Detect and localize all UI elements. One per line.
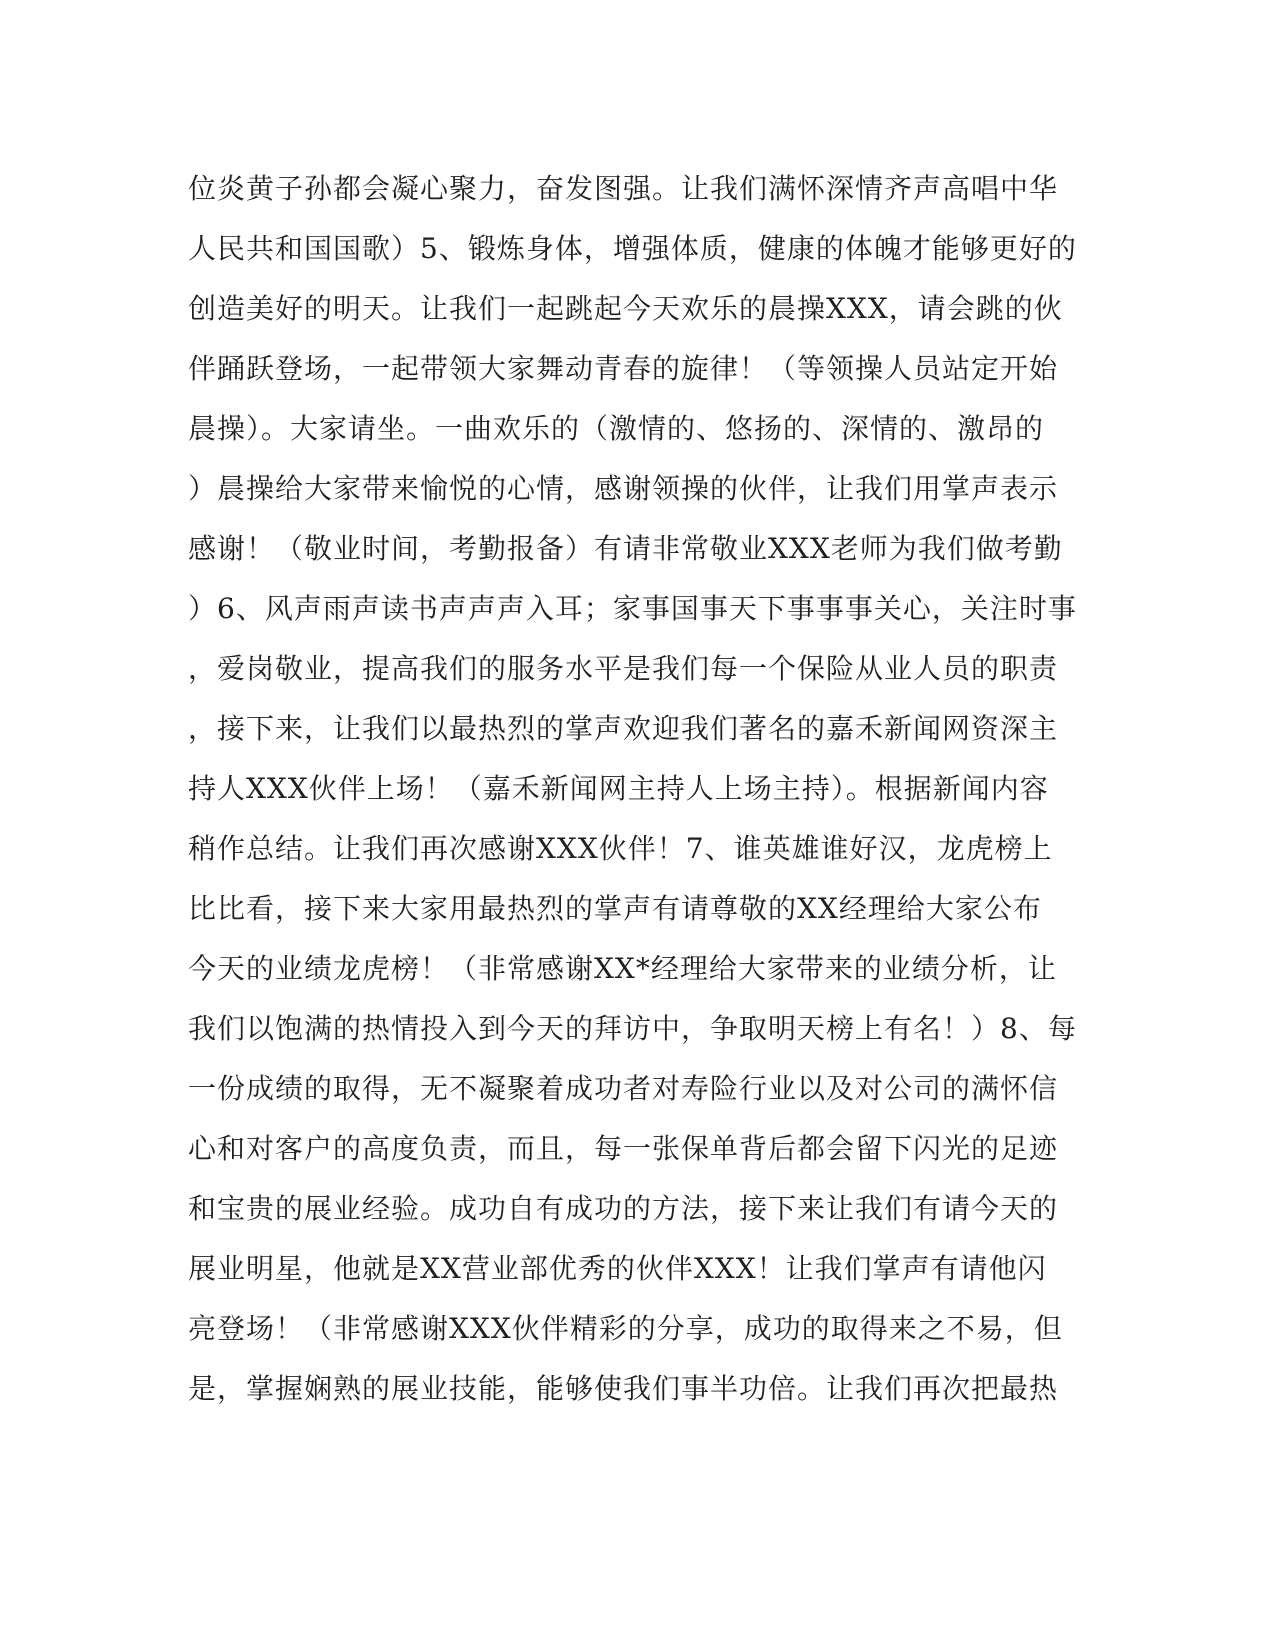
text-line: 一份成绩的取得，无不凝聚着成功者对寿险行业以及对公司的满怀信	[188, 1072, 1059, 1105]
text-line: ）6、风声雨声读书声声声入耳；家事国事天下事事事关心，关注时事	[188, 592, 1077, 625]
text-line: 和宝贵的展业经验。成功自有成功的方法，接下来让我们有请今天的	[188, 1192, 1059, 1225]
text-line: 心和对客户的高度负责，而且，每一张保单背后都会留下闪光的足迹	[188, 1132, 1059, 1165]
text-line: 今天的业绩龙虎榜！（非常感谢XX*经理给大家带来的业绩分析，让	[188, 952, 1057, 985]
text-line: 晨操）。大家请坐。一曲欢乐的（激情的、悠扬的、深情的、激昂的	[188, 412, 1045, 445]
text-line: 我们以饱满的热情投入到今天的拜访中，争取明天榜上有名！）8、每	[188, 1012, 1077, 1045]
text-line: 展业明星，他就是XX营业部优秀的伙伴XXX！让我们掌声有请他闪	[188, 1252, 1047, 1285]
text-line: 感谢！（敬业时间，考勤报备）有请非常敬业XXX老师为我们做考勤	[188, 532, 1063, 565]
text-line: ）晨操给大家带来愉悦的心情，感谢领操的伙伴，让我们用掌声表示	[188, 472, 1059, 505]
text-line: ，爱岗敬业，提高我们的服务水平是我们每一个保险从业人员的职责	[188, 652, 1059, 685]
text-line: 亮登场！（非常感谢XXX伙伴精彩的分享，成功的取得来之不易，但	[188, 1312, 1063, 1345]
text-line: 持人XXX伙伴上场！（嘉禾新闻网主持人上场主持）。根据新闻内容	[188, 772, 1049, 805]
text-line: 稍作总结。让我们再次感谢XXX伙伴！7、谁英雄谁好汉，龙虎榜上	[188, 832, 1053, 865]
text-line: 伴踊跃登场，一起带领大家舞动青春的旋律！（等领操人员站定开始	[188, 352, 1059, 385]
text-line: 人民共和国国歌）5、锻炼身体，增强体质，健康的体魄才能够更好的	[188, 232, 1077, 265]
text-line: ，接下来，让我们以最热烈的掌声欢迎我们著名的嘉禾新闻网资深主	[188, 712, 1059, 745]
body-text	[188, 159, 1088, 1419]
text-line: 位炎黄子孙都会凝心聚力，奋发图强。让我们满怀深情齐声高唱中华	[188, 172, 1059, 205]
text-line: 比比看，接下来大家用最热烈的掌声有请尊敬的XX经理给大家公布	[188, 892, 1042, 925]
text-line: 是，掌握娴熟的展业技能，能够使我们事半功倍。让我们再次把最热	[188, 1372, 1059, 1405]
text-line: 创造美好的明天。让我们一起跳起今天欢乐的晨操XXX，请会跳的伙	[188, 292, 1063, 325]
